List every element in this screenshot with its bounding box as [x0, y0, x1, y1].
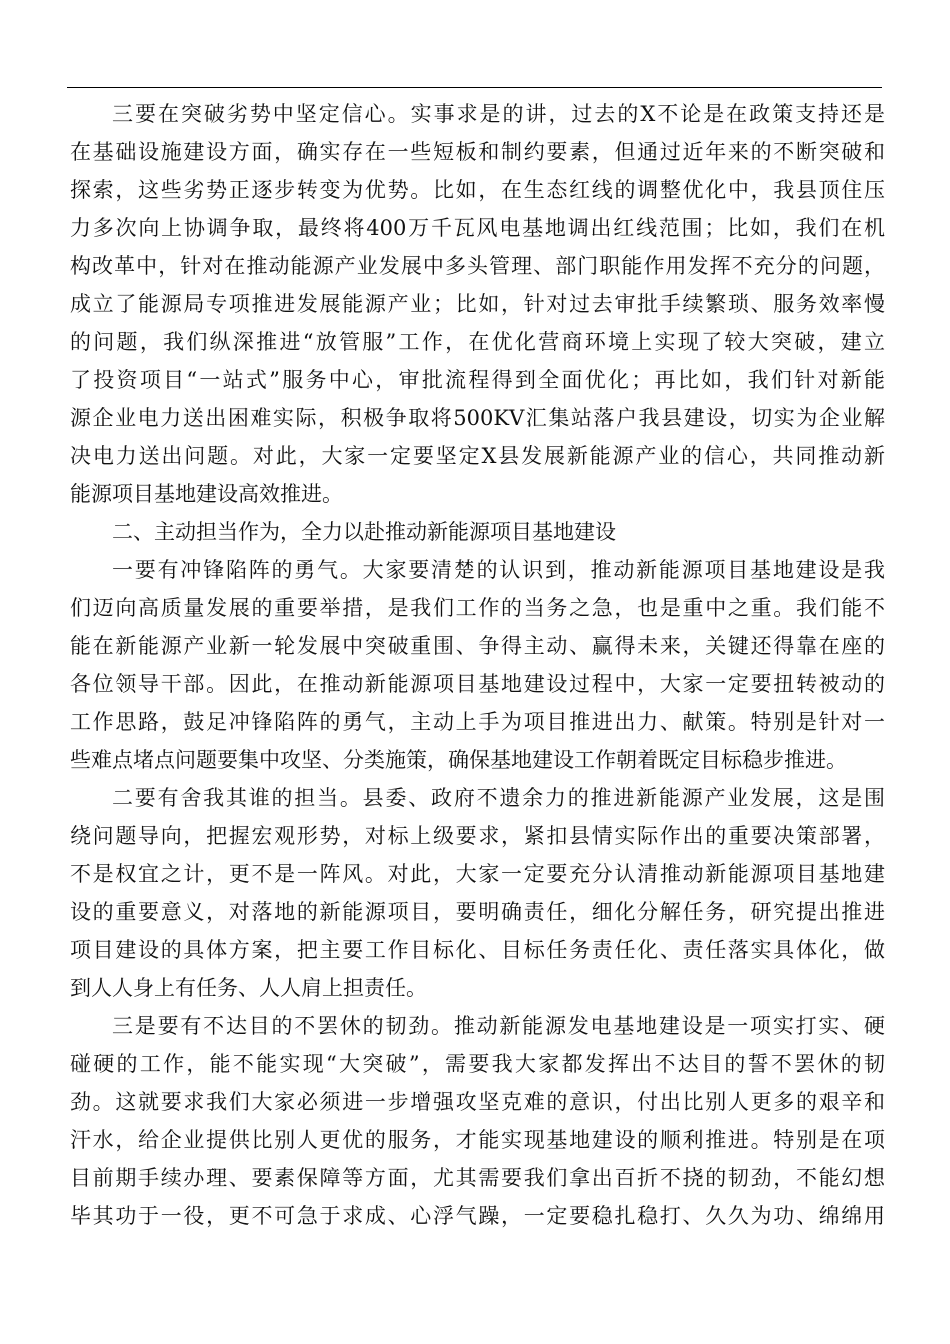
- text-line: 毕其功于一役，更不可急于求成、心浮气躁，一定要稳扎稳打、久久为功、绵绵用: [70, 1204, 885, 1228]
- text-line: 三要在突破劣势中坚定信心。实事求是的讲，过去的X不论是在政策支持还是: [112, 102, 885, 126]
- text-line: 设的重要意义，对落地的新能源项目，要明确责任，细化分解任务，研究提出推进: [70, 900, 885, 924]
- text-line: 到人人身上有任务、人人肩上担责任。: [70, 976, 427, 1000]
- text-line: 工作思路，鼓足冲锋陷阵的勇气，主动上手为项目推进出力、献策。特别是针对一: [70, 710, 885, 734]
- text-line: 目前期手续办理、要素保障等方面，尤其需要我们拿出百折不挠的韧劲，不能幻想: [70, 1166, 885, 1190]
- text-line: 三是要有不达目的不罢休的韧劲。推动新能源发电基地建设是一项实打实、硬: [112, 1014, 885, 1038]
- text-line: 能源项目基地建设高效推进。: [70, 482, 343, 506]
- text-line: 绕问题导向，把握宏观形势，对标上级要求，紧扣县情实际作出的重要决策部署，: [70, 824, 885, 848]
- header-rule: [67, 87, 882, 88]
- text-line: 成立了能源局专项推进发展能源产业；比如，针对过去审批手续繁琐、服务效率慢: [70, 292, 885, 316]
- section-heading: 二、主动担当作为，全力以赴推动新能源项目基地建设: [112, 520, 616, 544]
- text-line: 劲。这就要求我们大家必须进一步增强攻坚克难的意识，付出比别人更多的艰辛和: [70, 1090, 885, 1114]
- text-line: 决电力送出问题。对此，大家一定要坚定X县发展新能源产业的信心，共同推动新: [70, 444, 885, 468]
- text-line: 些难点堵点问题要集中攻坚、分类施策，确保基地建设工作朝着既定目标稳步推进。: [70, 748, 847, 772]
- text-line: 一要有冲锋陷阵的勇气。大家要清楚的认识到，推动新能源项目基地建设是我: [112, 558, 885, 582]
- text-line: 们迈向高质量发展的重要举措，是我们工作的当务之急，也是重中之重。我们能不: [70, 596, 885, 620]
- text-line: 项目建设的具体方案，把主要工作目标化、目标任务责任化、责任落实具体化，做: [70, 938, 885, 962]
- text-line: 在基础设施建设方面，确实存在一些短板和制约要素，但通过近年来的不断突破和: [70, 140, 885, 164]
- text-line: 汗水，给企业提供比别人更优的服务，才能实现基地建设的顺利推进。特别是在项: [70, 1128, 885, 1152]
- text-line: 不是权宜之计，更不是一阵风。对此，大家一定要充分认清推动新能源项目基地建: [70, 862, 885, 886]
- text-line: 碰硬的工作，能不能实现“大突破”，需要我大家都发挥出不达目的誓不罢休的韧: [70, 1052, 885, 1076]
- text-line: 的问题，我们纵深推进“放管服”工作，在优化营商环境上实现了较大突破，建立: [70, 330, 885, 354]
- text-line: 源企业电力送出困难实际，积极争取将500KV汇集站落户我县建设，切实为企业解: [70, 406, 885, 430]
- text-line: 力多次向上协调争取，最终将400万千瓦风电基地调出红线范围；比如，我们在机: [70, 216, 885, 240]
- text-line: 二要有舍我其谁的担当。县委、政府不遗余力的推进新能源产业发展，这是围: [112, 786, 885, 810]
- text-line: 各位领导干部。因此，在推动新能源项目基地建设过程中，大家一定要扭转被动的: [70, 672, 885, 696]
- text-line: 探索，这些劣势正逐步转变为优势。比如，在生态红线的调整优化中，我县顶住压: [70, 178, 885, 202]
- text-line: 能在新能源产业新一轮发展中突破重围、争得主动、赢得未来，关键还得靠在座的: [70, 634, 885, 658]
- text-line: 构改革中，针对在推动能源产业发展中多头管理、部门职能作用发挥不充分的问题，: [70, 254, 885, 278]
- text-line: 了投资项目“一站式”服务中心，审批流程得到全面优化；再比如，我们针对新能: [70, 368, 885, 392]
